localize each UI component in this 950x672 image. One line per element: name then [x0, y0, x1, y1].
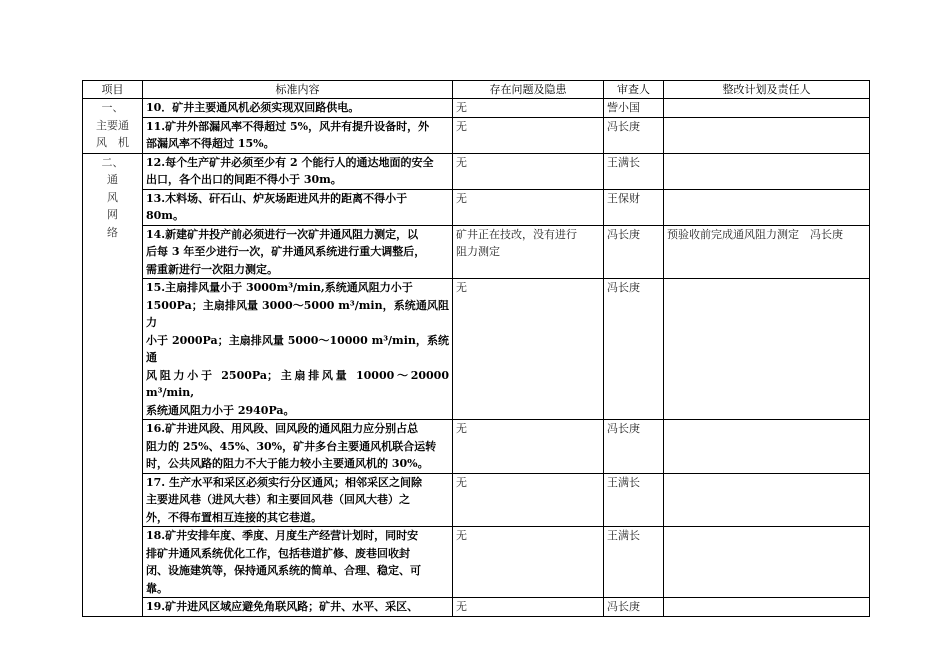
issue-cell: 无 [453, 117, 604, 153]
issue-cell: 无 [453, 279, 604, 420]
table-row [83, 420, 870, 474]
category-line: 主要通 [96, 118, 129, 132]
reviewer-cell: 王满长 [604, 473, 664, 527]
reviewer-cell: 王满长 [604, 527, 664, 598]
standard-line: 12.每个生产矿井必须至少有 2 个能行人的通达地面的安全 [146, 155, 434, 169]
standard-cell [143, 117, 453, 153]
standard-line: 阻力的 25%、45%、30%，矿井多台主要通风机联合运转 [146, 439, 437, 453]
plan-cell [664, 598, 870, 617]
plan-cell [664, 153, 870, 189]
standard-cell [143, 598, 453, 617]
standard-line: 系统通风阻力小于 2940Pa。 [146, 403, 295, 417]
issue-cell: 无 [453, 527, 604, 598]
header-standard: 标准内容 [143, 81, 453, 99]
standard-line: 13.木料场、矸石山、炉灰场距进风井的距离不得小于 [146, 191, 408, 205]
table-row [83, 225, 870, 279]
category-ventilation-network [83, 153, 143, 616]
reviewer-cell: 冯长庚 [604, 225, 664, 279]
plan-cell: 预验收前完成通风阻力测定 冯长庚 [664, 225, 870, 279]
reviewer-cell: 王保财 [604, 189, 664, 225]
standard-line: 14.新建矿井投产前必须进行一次矿井通风阻力测定，以 [146, 227, 419, 241]
table-row [83, 189, 870, 225]
standard-line: 外，不得布置相互连接的其它巷道。 [146, 510, 322, 524]
table-row [83, 598, 870, 617]
plan-cell [664, 473, 870, 527]
reviewer-cell: 冯长庚 [604, 117, 664, 153]
table-header-row [83, 81, 870, 99]
standard-line: 11.矿井外部漏风率不得超过 5%，风井有提升设备时，外 [146, 119, 430, 133]
issue-cell: 无 [453, 598, 604, 617]
standard-cell [143, 279, 453, 420]
standard-line: 10．矿井主要通风机必须实现双回路供电。 [146, 101, 360, 114]
issue-cell: 无 [453, 420, 604, 474]
table-row [83, 279, 870, 420]
issue-line: 矿井正在技改，没有进行 [456, 227, 577, 241]
issue-cell: 无 [453, 189, 604, 225]
inspection-table [82, 80, 870, 617]
standard-cell [143, 225, 453, 279]
header-issue: 存在问题及隐患 [453, 81, 604, 99]
standard-line: 80m。 [146, 209, 184, 222]
standard-line: 1500Pa；主扇排风量 3000～5000 m³/min，系统通风阻力 [146, 298, 449, 329]
standard-line: 19.矿井进风区域应避免角联风路；矿井、水平、采区、 [146, 600, 419, 613]
standard-line: 部漏风率不得超过 15%。 [146, 137, 275, 150]
table-row [83, 117, 870, 153]
standard-line: 17. 生产水平和采区必须实行分区通风；相邻采区之间除 [146, 475, 422, 489]
standard-line: 需重新进行一次阻力测定。 [146, 262, 278, 276]
standard-line: 15.主扇排风量小于 3000m³/min,系统通风阻力小于 [146, 281, 413, 294]
reviewer-cell: 王满长 [604, 153, 664, 189]
category-line: 一、 [101, 101, 124, 114]
reviewer-cell: 冯长庚 [604, 279, 664, 420]
plan-cell [664, 527, 870, 598]
standard-line: 主要进风巷（进风大巷）和主要回风巷（回风大巷）之 [146, 493, 410, 506]
category-line: 络 [107, 225, 118, 239]
standard-line: 时，公共风路的阻力不大于能力较小主要通风机的 30%。 [146, 457, 429, 470]
issue-line: 阻力测定 [456, 245, 500, 258]
header-reviewer: 审查人 [604, 81, 664, 99]
issue-cell: 无 [453, 99, 604, 118]
reviewer-cell: 訾小国 [604, 99, 664, 118]
standard-line: 排矿井通风系统优化工作，包括巷道扩修、废巷回收封 [146, 546, 410, 560]
standard-line: 18.矿井安排年度、季度、月度生产经营计划时，同时安 [146, 529, 419, 542]
standard-cell [143, 153, 453, 189]
issue-cell: 无 [453, 153, 604, 189]
standard-cell [143, 189, 453, 225]
reviewer-cell: 冯长庚 [604, 420, 664, 474]
standard-line: 靠。 [146, 581, 168, 595]
plan-cell [664, 279, 870, 420]
standard-cell [143, 527, 453, 598]
plan-cell [664, 99, 870, 118]
standard-line: 后每 3 年至少进行一次，矿井通风系统进行重大调整后， [146, 245, 426, 258]
category-line: 风 机 [96, 136, 129, 149]
standard-cell [143, 473, 453, 527]
category-line: 网 [107, 208, 118, 221]
standard-line: 16.矿井进风段、用风段、回风段的通风阻力应分别占总 [146, 422, 419, 435]
standard-line: 闭、设施建筑等，保持通风系统的简单、合理、稳定、可 [146, 564, 421, 577]
standard-cell [143, 420, 453, 474]
standard-line: 出口，各个出口的间距不得小于 30m。 [146, 173, 342, 186]
standard-line: 小于 2000Pa；主扇排风量 5000～10000 m³/min，系统通 [146, 333, 449, 364]
standard-line: 风阻力小于 2500Pa；主扇排风量 10000～20000 m³/min, [146, 368, 449, 399]
category-main-fan [83, 99, 143, 154]
header-item: 项目 [83, 81, 143, 99]
standard-cell [143, 99, 453, 118]
table-row [83, 527, 870, 598]
table-row [83, 99, 870, 118]
category-line: 二、 [101, 155, 124, 169]
category-line: 通 [107, 173, 118, 186]
table-row [83, 473, 870, 527]
plan-cell [664, 117, 870, 153]
issue-cell: 无 [453, 473, 604, 527]
issue-cell [453, 225, 604, 279]
table-row [83, 153, 870, 189]
plan-cell [664, 189, 870, 225]
reviewer-cell: 冯长庚 [604, 598, 664, 617]
category-line: 风 [107, 190, 118, 204]
header-plan: 整改计划及责任人 [664, 81, 870, 99]
plan-cell [664, 420, 870, 474]
